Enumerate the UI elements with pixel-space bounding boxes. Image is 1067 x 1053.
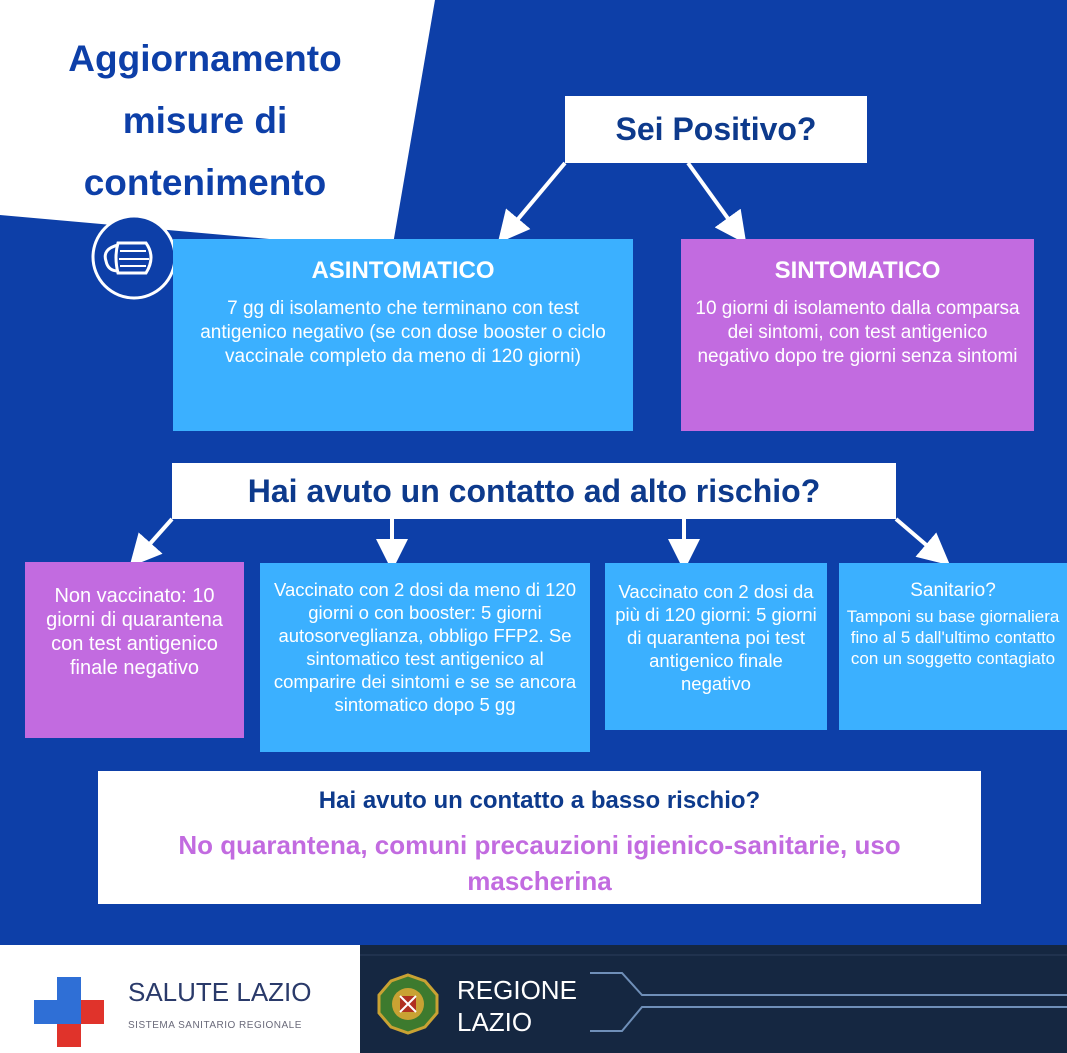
title-line-3: contenimento (83, 162, 327, 203)
case-unvaccinated: Non vaccinato: 10 giorni di quarantena con test antigenico finale negativo (25, 562, 244, 738)
regione-lazio-emblem-icon (375, 973, 441, 1035)
salute-lazio-name: SALUTE LAZIO (128, 977, 312, 1007)
asymptomatic-box (173, 239, 633, 431)
symptomatic-text: 10 giorni di isolamento dalla comparsa dei sintomi, con test antigenico negativo dopo tre giorni senza sintomi (695, 298, 1020, 367)
case-healthcare-worker (839, 563, 1067, 730)
page-title (20, 28, 390, 214)
footer (0, 945, 1067, 1053)
medical-cross-icon (34, 977, 104, 1047)
case-vaccinated-recent: Vaccinato con 2 dosi da meno di 120 giorni o con booster: 5 giorni autosorveglianza, obbligo FFP2. Se sintomatico test antigenico al comparire dei sintomi e se se ancora sintomatico dopo 5 gg (260, 563, 590, 752)
title-line-2: misure di (122, 100, 288, 141)
healthcare-heading: Sanitario? (910, 580, 996, 601)
healthcare-text: Tamponi su base giornaliera fino al 5 dall'ultimo contatto con un soggetto contagiato (846, 607, 1060, 668)
low-risk-panel (98, 771, 981, 904)
question-positive: Sei Positivo? (565, 96, 867, 163)
low-risk-answer: No quarantena, comuni precauzioni igienico-sanitarie, uso mascherina (178, 830, 901, 896)
symptomatic-heading: SINTOMATICO (774, 257, 941, 284)
regione-line-1: REGIONE (457, 975, 577, 1005)
asymptomatic-text: 7 gg di isolamento che terminano con test antigenico negativo (se con dose booster o ciclo vaccinale completo da meno di 120 giorni) (200, 298, 606, 367)
regione-line-2: LAZIO (457, 1007, 533, 1037)
salute-lazio-subtitle: SISTEMA SANITARIO REGIONALE (128, 1020, 302, 1031)
regione-lazio-logo-area (360, 945, 1067, 1053)
asymptomatic-heading: ASINTOMATICO (311, 257, 495, 284)
low-risk-question: Hai avuto un contatto a basso rischio? (318, 787, 761, 814)
salute-lazio-logo-area (0, 945, 360, 1053)
title-line-1: Aggiornamento (68, 38, 342, 79)
case-vaccinated-old: Vaccinato con 2 dosi da più di 120 giorni: 5 giorni di quarantena poi test antigenico finale negativo (605, 563, 827, 730)
symptomatic-box (681, 239, 1034, 431)
question-high-risk: Hai avuto un contatto ad alto rischio? (172, 463, 896, 519)
face-mask-icon (90, 213, 178, 301)
